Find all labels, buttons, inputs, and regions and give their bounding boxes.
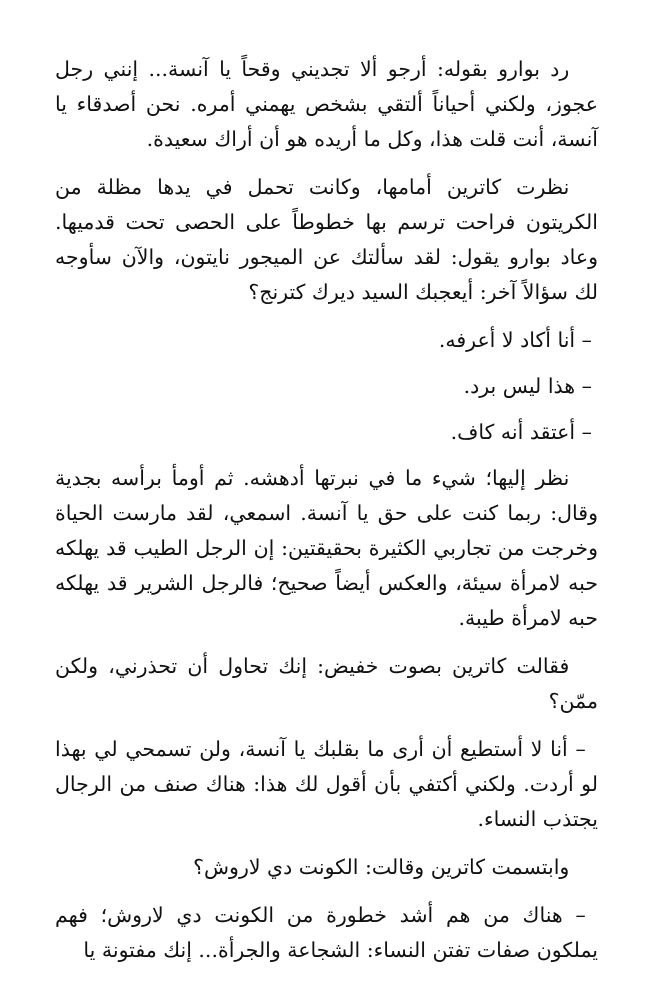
dialogue-line-enough: – أعتقد أنه كاف.: [450, 420, 592, 444]
paragraph-katherine-parasol: نظرت كاترين أمامها، وكانت تحمل في يدها مظلة من الكريتون فراحت ترسم بها خطوطاً على الحصى تحت قدميها. وعاد بوارو يقول: لقد سألتك عن الميجور نايتون، والآن سأوجه لك سؤالاً آخر: أيعجبك السيد ديرك كترنج؟: [55, 175, 598, 304]
paragraph-poirot-reply: رد بوارو بقوله: أرجو ألا تجديني وقحاً يا آنسة... إنني رجل عجوز، ولكني أحياناً ألتقي بشخص يهمني أمره. نحن أصدقاء يا آنسة، أنت قلت هذا، وكل ما أريده هو أن أراك سعيدة.: [55, 57, 598, 151]
dialogue-paragraph-more-dangerous: – هناك من هم أشد خطورة من الكونت دي لاروش؛ فهم يملكون صفات تفتن النساء: الشجاعة والجرأة... إنك مفتونة يا: [55, 903, 598, 962]
paragraph-warning: فقالت كاترين بصوت خفيض: إنك تحاول أن تحذرني، ولكن ممّن؟: [55, 654, 598, 713]
dialogue-paragraph-kind-of-men: – أنا لا أستطيع أن أرى ما بقلبك يا آنسة، ولن تسمحي لي بهذا لو أردت. ولكني أكتفي بأن أقول لك هذا: هناك صنف من الرجال يجتذب النساء.: [55, 737, 598, 831]
dialogue-line-hardly-know: – أنا أكاد لا أعرفه.: [438, 328, 592, 352]
paragraph-two-truths: نظر إليها؛ شيء ما في نبرتها أدهشه. ثم أومأ برأسه بجدية وقال: ربما كنت على حق يا آنسة. اسمعي، لقد مارست الحياة وخرجت من تجاربي الكثيرة بحقيقتين: إن الرجل الطيب قد يهلكه حبه لامرأة سيئة، والعكس أيضاً صحيح؛ فالرجل الشرير قد يهلكه حبه لامرأة طيبة.: [55, 466, 598, 630]
dialogue-line-not-answer: – هذا ليس برد.: [463, 374, 592, 398]
paragraph-count-de-la-roche: وابتسمت كاترين وقالت: الكونت دي لاروش؟: [193, 855, 570, 879]
book-page: [55, 52, 598, 968]
